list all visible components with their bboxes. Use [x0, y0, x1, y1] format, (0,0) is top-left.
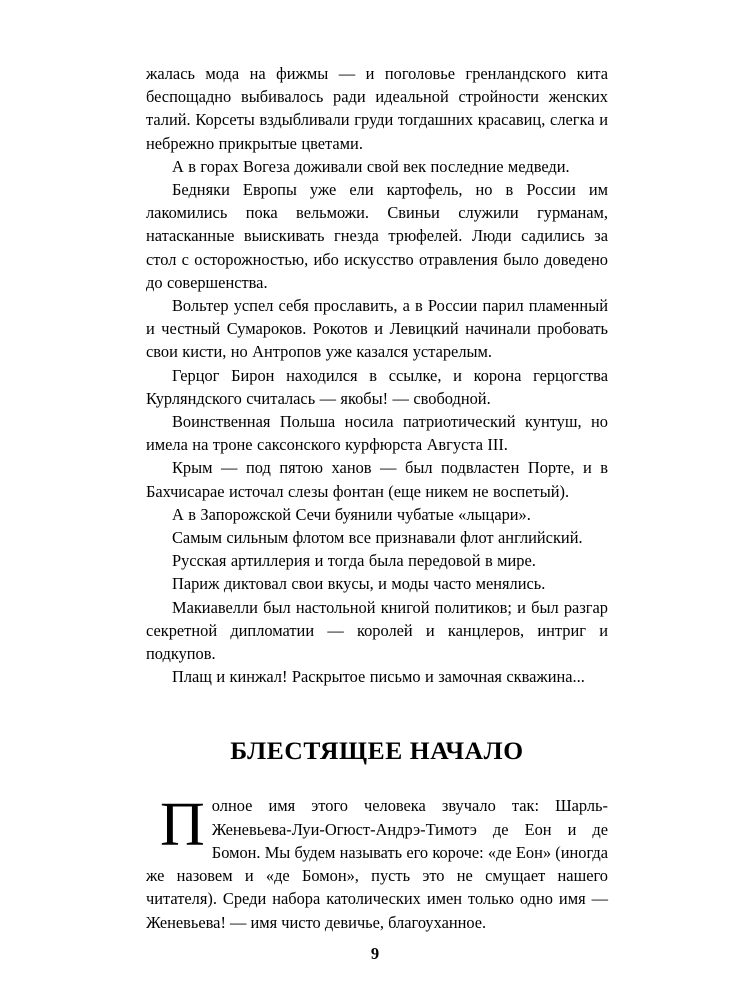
paragraph: Крым — под пятою ханов — был подвластен Порте, и в Бахчисарае источал слезы фонтан (еще никем не воспетый). [146, 458, 608, 501]
drop-cap-letter: П [160, 791, 205, 860]
opening-paragraph-text: олное имя этого человека звучало так: Шарль-Женевьева-Луи-Огюст-Андрэ-Тимотэ де Еон и де Бомон. Мы будем называть его короче: «де Еон» (иногда же назовем и «де Бомон», пусть это не смущает нашего читателя). Среди набора католических имен только одно имя — Женевьева! — имя чисто девичье, благоуханное. [146, 796, 608, 932]
page-number: 9 [370, 944, 380, 963]
paragraph: А в Запорожской Сечи буянили чубатые «лыцари». [172, 504, 531, 524]
paragraph: Бедняки Европы уже ели картофель, но в России им лакомились пока вельможи. Свиньи служили гурманам, натасканные выискивать гнезда трюфелей. Люди садились за стол с осторожностью, ибо искусство отравления было доведено до совершенства. [146, 180, 608, 292]
paragraph: Самым сильным флотом все признавали флот английский. [172, 528, 583, 548]
opening-paragraph [146, 791, 608, 933]
paragraph: Герцог Бирон находился в ссылке, и корона герцогства Курляндского считалась — якобы! — свободной. [146, 365, 608, 408]
heading-space-above [146, 688, 608, 736]
text-column [146, 62, 608, 934]
paragraph: Воинственная Польша носила патриотический кунтуш, но имела на троне саксонского курфюрста Августа III. [146, 412, 608, 455]
paragraph-continued: жалась мода на фижмы — и поголовье гренландского кита беспощадно выбивалось ради идеальной стройности женских талий. Корсеты вздыбливали груди тогдашних красавиц, слегка и небрежно прикрытые цветами. [146, 64, 608, 153]
paragraph: Макиавелли был настольной книгой политиков; и был разгар секретной дипломатии — королей и канцлеров, интриг и подкупов. [146, 597, 608, 664]
paragraph: А в горах Вогеза доживали свой век последние медведи. [172, 156, 570, 176]
paragraph: Плащ и кинжал! Раскрытое письмо и замочная скважина... [172, 667, 585, 687]
chapter-title: БЛЕСТЯЩЕЕ НАЧАЛО [230, 736, 524, 766]
paragraph: Париж диктовал свои вкусы, и моды часто менялись. [172, 574, 546, 594]
heading-space-below [146, 766, 608, 794]
paragraph: Русская артиллерия и тогда была передовой в мире. [172, 551, 536, 571]
paragraph: Вольтер успел себя прославить, а в России парил пламенный и честный Сумароков. Рокотов и Левицкий начинали пробовать свои кисти, но Антропов уже казался устарелым. [146, 296, 608, 362]
